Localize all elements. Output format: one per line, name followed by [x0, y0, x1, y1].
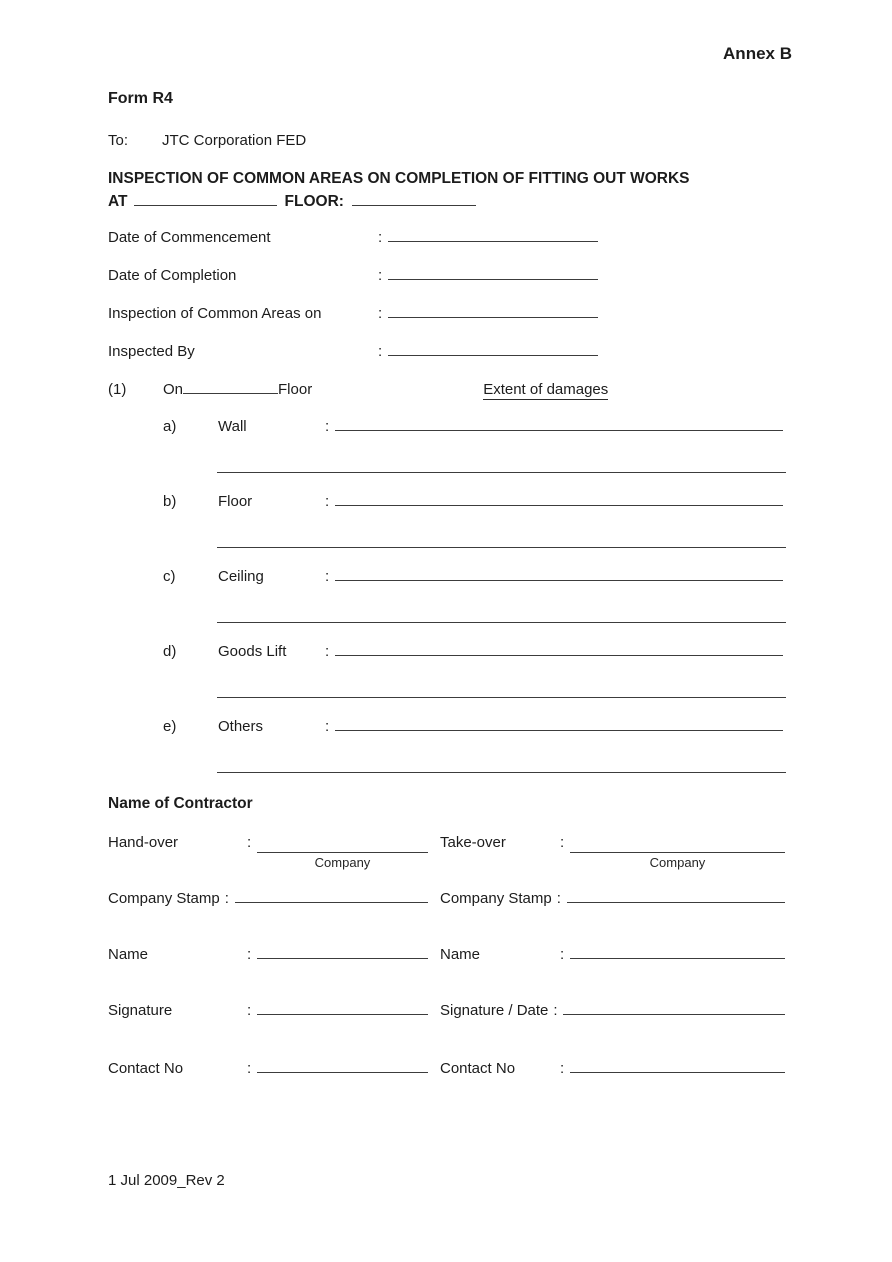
contractor-heading: Name of Contractor: [108, 795, 253, 812]
handover-stamp-label: Company Stamp: [108, 890, 220, 907]
inspected-by-label: Inspected By: [108, 343, 195, 360]
handover-company-sublabel: Company: [314, 855, 371, 870]
takeover-name-label: Name: [440, 946, 481, 963]
completion-date-row: [108, 264, 792, 284]
floor-number-field[interactable]: [352, 190, 476, 206]
takeover-stamp-label: Company Stamp: [440, 890, 552, 907]
damage-items-list: [108, 415, 792, 773]
signature-row: [108, 999, 792, 1021]
to-label: To:: [108, 132, 129, 149]
goods-lift-label: Goods Lift: [218, 643, 287, 660]
colon: :: [553, 1002, 558, 1019]
others-label: Others: [218, 718, 264, 735]
inspection-date-row: [108, 302, 792, 322]
floor-item-label: Floor: [218, 493, 253, 510]
form-title: [108, 167, 792, 213]
colon: :: [325, 643, 330, 660]
colon: :: [247, 1002, 252, 1019]
handover-company-field[interactable]: [257, 832, 428, 853]
floor-word-label: Floor: [278, 381, 313, 398]
handover-contact-label: Contact No: [108, 1060, 184, 1077]
colon: :: [325, 493, 330, 510]
handover-label: Hand-over: [108, 834, 179, 851]
at-label: AT: [108, 193, 128, 210]
completion-date-field[interactable]: [388, 264, 598, 280]
item-letter: c): [163, 568, 176, 585]
damage-item-ceiling: [108, 565, 792, 623]
section-index: (1): [108, 381, 127, 398]
inspected-by-field[interactable]: [388, 340, 598, 356]
colon: :: [325, 718, 330, 735]
colon: :: [378, 305, 383, 322]
takeover-contact-field[interactable]: [570, 1057, 785, 1073]
handover-takeover-row: [108, 832, 792, 874]
commencement-date-field[interactable]: [388, 226, 598, 242]
floor-extent-field[interactable]: [335, 490, 783, 506]
colon: :: [378, 267, 383, 284]
colon: :: [560, 1060, 565, 1077]
colon: :: [247, 946, 252, 963]
item-letter: d): [163, 643, 177, 660]
recipient-row: [108, 132, 792, 149]
colon: :: [560, 946, 565, 963]
wall-extent-field[interactable]: [335, 415, 783, 431]
takeover-company-sublabel: Company: [649, 855, 706, 870]
colon: :: [378, 343, 383, 360]
takeover-name-field[interactable]: [570, 943, 785, 959]
wall-extent-line2[interactable]: [217, 472, 786, 473]
inspected-by-row: [108, 340, 792, 360]
colon: :: [325, 568, 330, 585]
form-title-line2: [108, 190, 792, 213]
goods-lift-extent-field[interactable]: [335, 640, 783, 656]
damage-item-others: [108, 715, 792, 773]
damage-section-header: [108, 378, 792, 400]
item-letter: b): [163, 493, 177, 510]
others-extent-line2[interactable]: [217, 772, 786, 773]
colon: :: [556, 890, 561, 907]
damage-item-goods-lift: [108, 640, 792, 698]
wall-label: Wall: [218, 418, 247, 435]
colon: :: [247, 1060, 252, 1077]
to-recipient: JTC Corporation FED: [162, 132, 307, 149]
colon: :: [247, 834, 252, 851]
takeover-signature-date-field[interactable]: [563, 999, 785, 1015]
takeover-contact-label: Contact No: [440, 1060, 516, 1077]
company-stamp-row: [108, 887, 792, 909]
date-fields-block: [108, 226, 792, 360]
inspection-date-label: Inspection of Common Areas on: [108, 305, 322, 322]
inspection-date-field[interactable]: [388, 302, 598, 318]
takeover-company-field[interactable]: [570, 832, 785, 853]
ceiling-label: Ceiling: [218, 568, 264, 585]
damage-item-floor: [108, 490, 792, 548]
item-letter: e): [163, 718, 177, 735]
annex-label: Annex B: [723, 44, 792, 63]
item-letter: a): [163, 418, 177, 435]
damage-item-wall: [108, 415, 792, 473]
takeover-stamp-field[interactable]: [567, 887, 785, 903]
handover-stamp-field[interactable]: [235, 887, 428, 903]
colon: :: [560, 834, 565, 851]
form-number: Form R4: [108, 90, 173, 107]
on-label: On: [163, 381, 184, 398]
handover-name-label: Name: [108, 946, 149, 963]
contact-row: [108, 1057, 792, 1079]
floor-name-field[interactable]: [183, 378, 278, 394]
takeover-signature-date-label: Signature / Date: [440, 1002, 549, 1019]
commencement-date-label: Date of Commencement: [108, 229, 271, 246]
form-title-line1: INSPECTION OF COMMON AREAS ON COMPLETION OF FITTING OUT WORKS: [108, 170, 690, 187]
colon: :: [378, 229, 383, 246]
floor-label: FLOOR:: [284, 193, 344, 210]
handover-signature-field[interactable]: [257, 999, 428, 1015]
name-row: [108, 943, 792, 965]
floor-extent-line2[interactable]: [217, 547, 786, 548]
handover-name-field[interactable]: [257, 943, 428, 959]
goods-lift-extent-line2[interactable]: [217, 697, 786, 698]
at-location-field[interactable]: [134, 190, 277, 206]
ceiling-extent-field[interactable]: [335, 565, 783, 581]
colon: :: [325, 418, 330, 435]
colon: :: [224, 890, 229, 907]
commencement-date-row: [108, 226, 792, 246]
handover-signature-label: Signature: [108, 1002, 173, 1019]
ceiling-extent-line2[interactable]: [217, 622, 786, 623]
damages-column-header: Extent of damages: [483, 381, 609, 398]
completion-date-label: Date of Completion: [108, 267, 237, 284]
others-extent-field[interactable]: [335, 715, 783, 731]
takeover-label: Take-over: [440, 834, 506, 851]
revision-footer: 1 Jul 2009_Rev 2: [108, 1172, 225, 1189]
handover-contact-field[interactable]: [257, 1057, 428, 1073]
